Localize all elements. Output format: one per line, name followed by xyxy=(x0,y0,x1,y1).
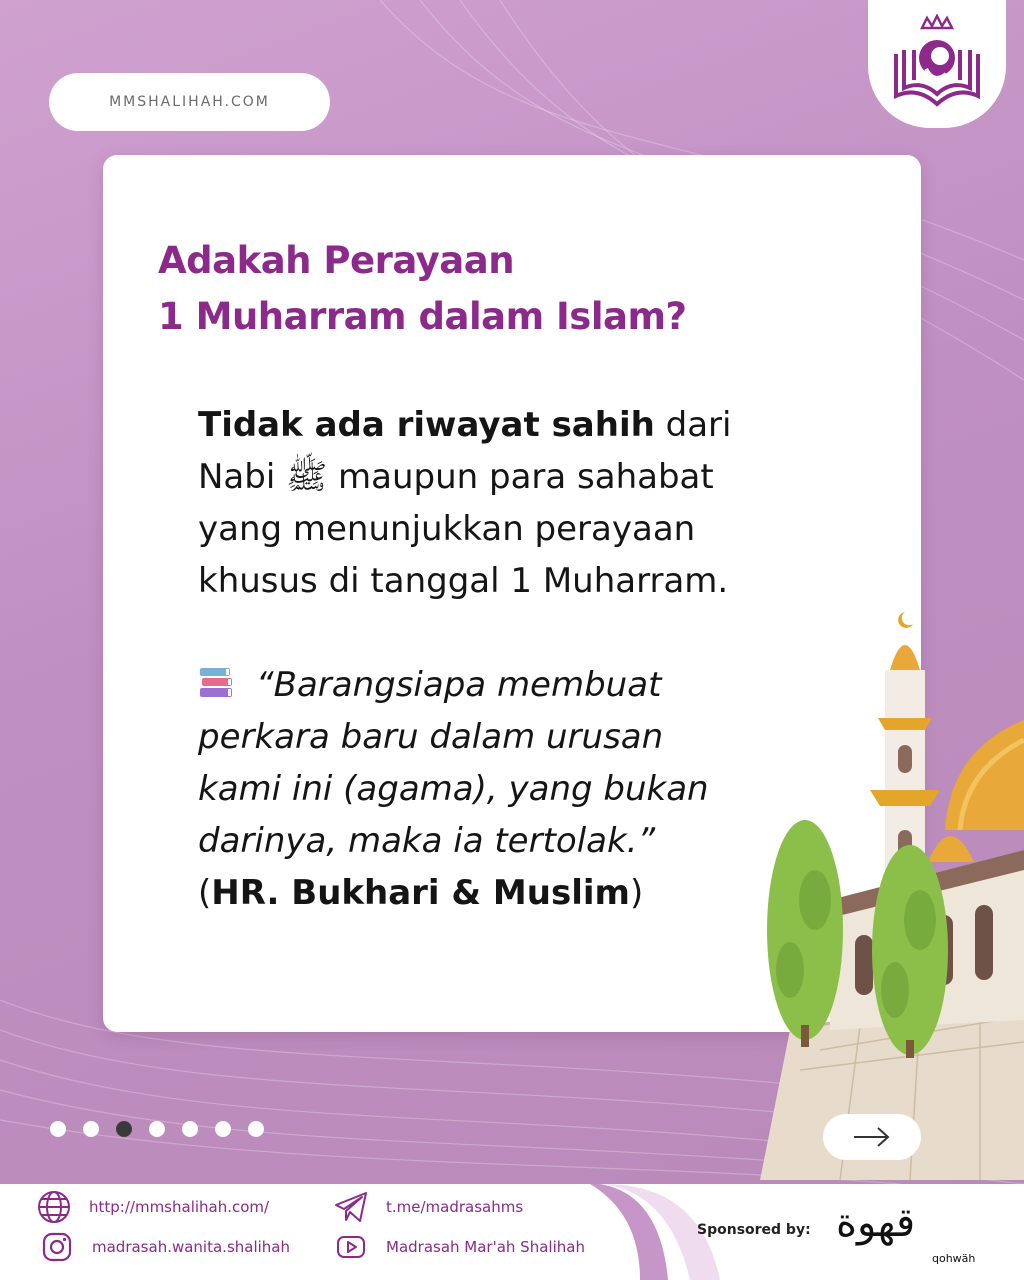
book-crown-logo-icon xyxy=(882,14,992,114)
website-label: MMSHALIHAH.COM xyxy=(109,94,270,110)
statement-line-4: khusus di tanggal 1 Muharram. xyxy=(198,561,729,601)
statement-line-1-rest: dari xyxy=(654,405,732,445)
globe-icon xyxy=(37,1190,71,1224)
telegram-handle: t.me/madrasahms xyxy=(386,1198,524,1216)
sponsored-label: Sponsored by: xyxy=(697,1222,811,1238)
website-link[interactable] xyxy=(37,1190,269,1224)
page-dot-4[interactable] xyxy=(149,1121,165,1137)
salawat-glyph: ﷺ xyxy=(286,457,328,497)
body-text xyxy=(198,399,818,919)
instagram-icon xyxy=(40,1230,74,1264)
page-dot-3-active[interactable] xyxy=(116,1121,132,1137)
website-url: http://mmshalihah.com/ xyxy=(89,1198,270,1216)
youtube-icon xyxy=(334,1230,368,1264)
footer xyxy=(0,1184,1024,1280)
books-icon xyxy=(198,666,234,700)
hadith-quote xyxy=(198,659,818,919)
page-indicator xyxy=(50,1121,264,1137)
next-button[interactable] xyxy=(823,1114,921,1160)
telegram-icon xyxy=(334,1190,368,1224)
instagram-handle: madrasah.wanita.shalihah xyxy=(92,1238,290,1256)
page-dot-5[interactable] xyxy=(182,1121,198,1137)
brand-logo xyxy=(868,0,1006,128)
statement-paragraph xyxy=(198,399,818,607)
website-pill[interactable] xyxy=(49,73,330,131)
page-title xyxy=(158,233,758,345)
sponsor-arabic: قهوة xyxy=(836,1200,916,1246)
statement-bold: Tidak ada riwayat sahih xyxy=(198,405,655,445)
quote-line-3: kami ini (agama), yang bukan xyxy=(198,769,709,809)
page-dot-6[interactable] xyxy=(215,1121,231,1137)
title-line-2: 1 Muharram dalam Islam? xyxy=(158,295,687,338)
source-close: ) xyxy=(629,873,644,913)
sponsor-latin: qohwäh xyxy=(932,1252,976,1265)
title-line-1: Adakah Perayaan xyxy=(158,239,515,282)
youtube-channel: Madrasah Mar'ah Shalihah xyxy=(386,1238,585,1256)
statement-line-2b: maupun para sahabat xyxy=(327,457,714,497)
source-open: ( xyxy=(198,873,212,913)
source-bold: HR. Bukhari & Muslim xyxy=(211,873,630,913)
quote-line-2: perkara baru dalam urusan xyxy=(198,717,664,757)
quote-text-1: “Barangsiapa membuat xyxy=(256,665,662,705)
statement-line-3: yang menunjukkan perayaan xyxy=(198,509,696,549)
hadith-source xyxy=(198,873,643,913)
telegram-link[interactable] xyxy=(334,1190,523,1224)
youtube-link[interactable] xyxy=(334,1230,585,1264)
sponsor-logo xyxy=(836,1196,976,1276)
instagram-link[interactable] xyxy=(40,1230,290,1264)
quote-line-1 xyxy=(198,659,818,711)
quote-line-4: darinya, maka ia tertolak.” xyxy=(198,821,656,861)
page-dot-7[interactable] xyxy=(248,1121,264,1137)
page-dot-2[interactable] xyxy=(83,1121,99,1137)
arrow-right-icon xyxy=(852,1126,892,1148)
page-dot-1[interactable] xyxy=(50,1121,66,1137)
mosque-illustration xyxy=(760,600,1024,1180)
statement-line-2a: Nabi xyxy=(198,457,287,497)
